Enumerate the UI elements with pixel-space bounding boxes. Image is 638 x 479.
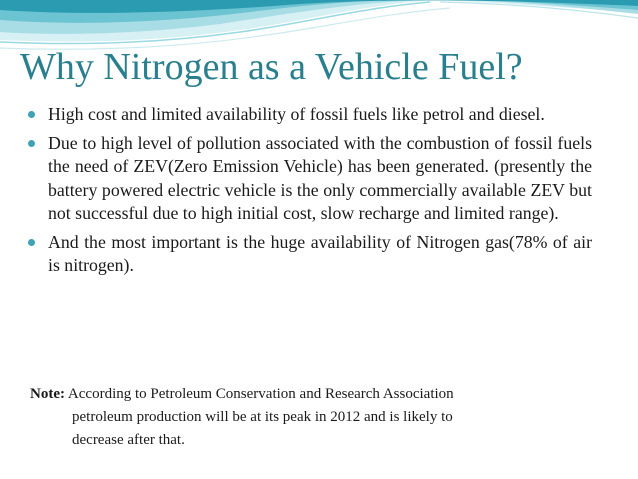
bullet-dot-icon [28, 111, 35, 118]
note-block [30, 383, 590, 452]
bullet-text: And the most important is the huge availability of Nitrogen gas(78% of air is nitrogen). [48, 231, 592, 275]
bullet-item [26, 103, 592, 127]
bullet-dot-icon [28, 140, 35, 147]
bullet-item [26, 132, 592, 226]
bullet-text: Due to high level of pollution associated with the combustion of fossil fuels the need of ZEV(Zero Emission Vehicle) has been generated. (presently the battery powered electric vehicle is the only commercially available ZEV but not successful due to high initial cost, slow recharge and limited range). [48, 132, 592, 223]
note-text-1: According to Petroleum Conservation and Research Association [67, 386, 454, 402]
note-line-1 [30, 383, 590, 406]
bullet-list [26, 103, 592, 283]
bullet-dot-icon [28, 239, 35, 246]
bullet-text: High cost and limited availability of fossil fuels like petrol and diesel. [48, 104, 545, 124]
slide-title: Why Nitrogen as a Vehicle Fuel? [20, 46, 523, 88]
note-line-3: decrease after that. [72, 432, 185, 448]
note-line-2: petroleum production will be at its peak in 2012 and is likely to [72, 409, 453, 425]
bullet-item [26, 231, 592, 278]
note-label: Note: [30, 386, 65, 402]
